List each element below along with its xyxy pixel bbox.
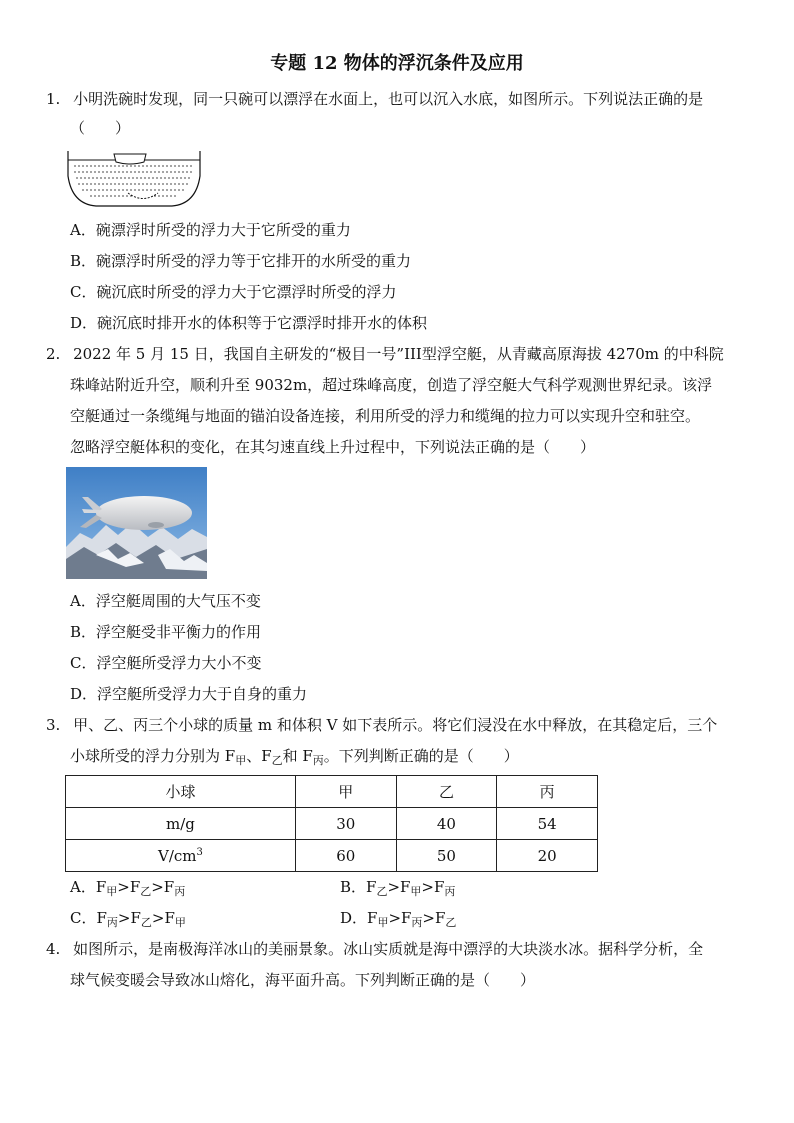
page-title: 专题 12 物体的浮沉条件及应用 — [270, 53, 524, 74]
option-text: C．F — [70, 909, 107, 927]
q1-answer-blank: （ ） — [70, 119, 131, 137]
table-cell: m/g — [66, 808, 296, 840]
table-row — [66, 808, 598, 840]
table-cell: 20 — [497, 840, 598, 872]
table-cell: 40 — [396, 808, 497, 840]
option-text: >F — [387, 878, 411, 896]
table-cell: 乙 — [396, 776, 497, 808]
q3-number: 3. — [46, 716, 61, 734]
volume-label-superscript: 3 — [196, 846, 203, 858]
table-cell — [66, 840, 296, 872]
q3-subscript-jia: 甲 — [235, 754, 247, 767]
q2-stem-line2: 珠峰站附近升空，顺利升至 9032m，超过珠峰高度，创造了浮空艇大气科学观测世界纪录。该浮 — [70, 376, 713, 394]
table-row — [66, 840, 598, 872]
option-text: B．F — [340, 878, 377, 896]
option-text: >F — [117, 878, 141, 896]
q3-stem-text-1: 甲、乙、丙三个小球的质量 m 和体积 V 如下表所示。将它们浸没在水中释放，在其稳定后，三个 — [73, 716, 718, 734]
table-cell: 30 — [295, 808, 396, 840]
q3-stem-text-2b: 、F — [246, 747, 272, 765]
q2-option-a: A．浮空艇周围的大气压不变 — [70, 592, 261, 610]
option-text: >F — [422, 909, 446, 927]
option-subscript: 甲 — [377, 916, 389, 929]
q4-number: 4. — [46, 940, 61, 958]
q2-option-d: D．浮空艇所受浮力大于自身的重力 — [70, 685, 308, 703]
option-subscript: 丙 — [411, 916, 423, 929]
option-text: D．F — [340, 909, 378, 927]
table-cell: 54 — [497, 808, 598, 840]
q4-stem-line1 — [46, 939, 703, 959]
option-text: >F — [151, 878, 175, 896]
option-subscript: 乙 — [140, 885, 152, 898]
option-subscript: 甲 — [174, 916, 186, 929]
table-cell: 小球 — [66, 776, 296, 808]
q2-stem-line3: 空艇通过一条缆绳与地面的锚泊设备连接，利用所受的浮力和缆绳的拉力可以实现升空和驻空。 — [70, 407, 701, 425]
q1-option-c: C．碗沉底时所受的浮力大于它漂浮时所受的浮力 — [70, 283, 397, 301]
option-text: >F — [388, 909, 412, 927]
q2-option-c: C．浮空艇所受浮力大小不变 — [70, 654, 262, 672]
q3-option-b — [340, 877, 455, 902]
option-subscript: 乙 — [445, 916, 457, 929]
option-subscript: 甲 — [410, 885, 422, 898]
q3-stem-line1 — [46, 715, 717, 735]
table-cell: 甲 — [295, 776, 396, 808]
table-cell: 60 — [295, 840, 396, 872]
q3-option-c — [70, 908, 186, 933]
q3-option-d — [340, 908, 456, 933]
option-subscript: 丙 — [444, 885, 456, 898]
q1-number: 1. — [46, 90, 61, 108]
airship-photo — [66, 467, 207, 579]
option-subscript: 乙 — [140, 916, 152, 929]
q3-stem-line2 — [70, 746, 519, 771]
q4-stem-text-1: 如图所示，是南极海洋冰山的美丽景象。冰山实质就是海中漂浮的大块淡水冰。据科学分析，全 — [73, 940, 704, 958]
option-subscript: 甲 — [106, 885, 118, 898]
bowl-in-water-diagram — [66, 146, 202, 208]
ball-data-table — [65, 775, 598, 872]
table-cell: 丙 — [497, 776, 598, 808]
option-subscript: 丙 — [106, 916, 118, 929]
q3-subscript-yi: 乙 — [271, 754, 283, 767]
q2-number: 2. — [46, 345, 61, 363]
q3-stem-text-2c: 和 F — [282, 747, 313, 765]
table-cell: 50 — [396, 840, 497, 872]
q2-stem-text-1: 2022 年 5 月 15 日，我国自主研发的“极目一号”III型浮空艇，从青藏高原海拔 4270m 的中科院 — [73, 345, 724, 363]
q1-option-a: A．碗漂浮时所受的浮力大于它所受的重力 — [70, 221, 351, 239]
q3-stem-text-2a: 小球所受的浮力分别为 F — [70, 747, 236, 765]
volume-label: V/cm — [158, 846, 197, 865]
q2-option-b: B．浮空艇受非平衡力的作用 — [70, 623, 262, 641]
option-text: >F — [117, 909, 141, 927]
option-text: A．F — [70, 878, 107, 896]
q2-stem-line4: 忽略浮空艇体积的变化，在其匀速直线上升过程中，下列说法正确的是（ ） — [70, 438, 596, 456]
q1-option-b: B．碗漂浮时所受的浮力等于它排开的水所受的重力 — [70, 252, 412, 270]
q1-stem-text: 小明洗碗时发现，同一只碗可以漂浮在水面上，也可以沉入水底，如图所示。下列说法正确的是 — [73, 90, 704, 108]
option-subscript: 乙 — [376, 885, 388, 898]
q3-option-a — [70, 877, 185, 902]
q3-stem-text-2d: 。下列判断正确的是（ ） — [323, 747, 519, 765]
option-text: >F — [151, 909, 175, 927]
option-subscript: 丙 — [174, 885, 186, 898]
table-header-row — [66, 776, 598, 808]
q3-subscript-bing: 丙 — [312, 754, 324, 767]
q4-stem-line2: 球气候变暖会导致冰山熔化，海平面升高。下列判断正确的是（ ） — [70, 971, 536, 989]
q1-option-d: D．碗沉底时排开水的体积等于它漂浮时排开水的体积 — [70, 314, 428, 332]
q1-stem-line1 — [46, 89, 703, 109]
option-text: >F — [421, 878, 445, 896]
q2-stem-line1 — [46, 344, 724, 364]
